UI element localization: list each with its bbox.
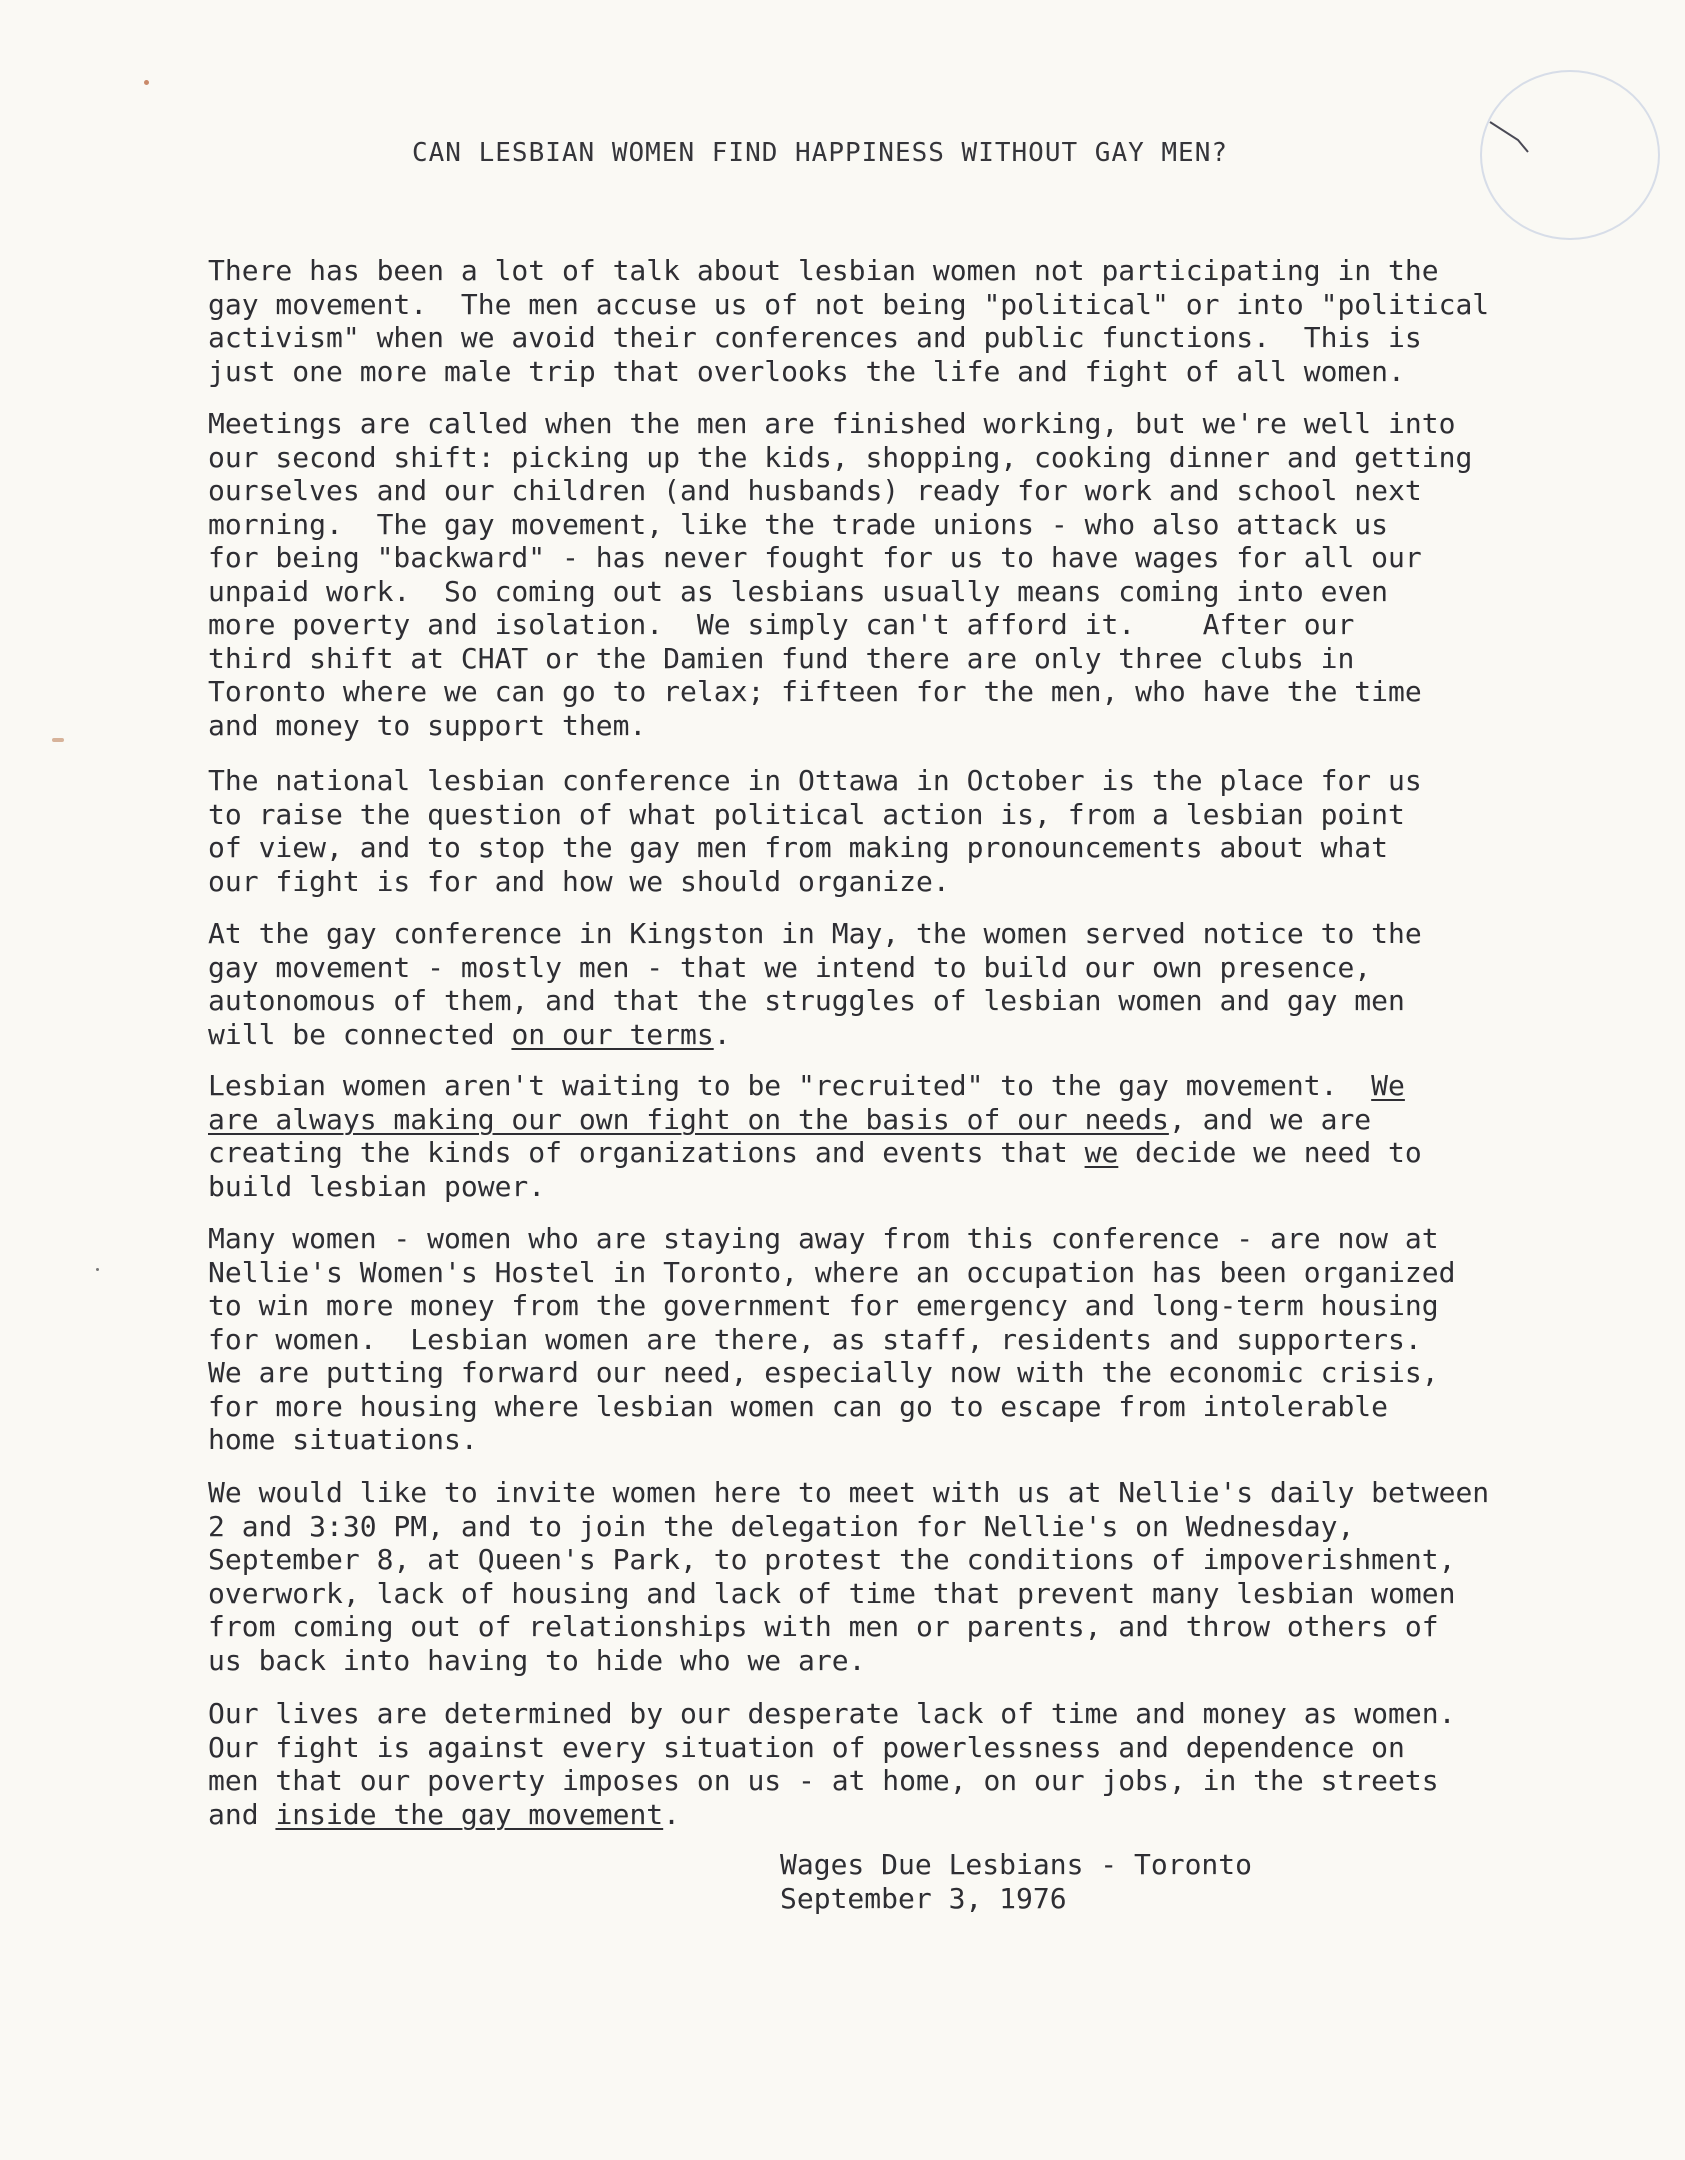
paragraph-4-text: At the gay conference in Kingston in May, the women served notice to the gay movement - mostly men - that we intend to build our own presence, autonomous of them, and that the struggles of lesbian women and gay men will be connected <box>208 917 1422 1051</box>
paragraph-8-end: . <box>663 1797 681 1831</box>
paragraph-6: Many women - women who are staying away from this conference - are now at Nellie's Women's Hostel in Toronto, where an occupation has been organized to win more money from the government for emergency and long-term housing for women. Lesbian women are there, as staff, residents and supporters. We are putting forward our need, especially now with the economic crisis, for more housing where lesbian women can go to escape from intolerable home situations. <box>208 1222 1456 1456</box>
underlined-phrase: We are always making our own fight on the basis of our needs <box>208 1069 1405 1136</box>
paragraph-4 <box>208 917 1422 1051</box>
paper-speck <box>96 1268 99 1271</box>
paragraph-5 <box>208 1069 1422 1203</box>
paragraph-2: Meetings are called when the men are finished working, but we're well into our second shift: picking up the kids, shopping, cooking dinner and getting ourselves and our children (and husbands) ready for work and school next morning. The gay movement, like the trade unions - who also attack us for being "backward" - has never fought for us to have wages for all our unpaid work. So coming out as lesbians usually means coming into even more poverty and isolation. We simply can't afford it. After our third shift at CHAT or the Damien fund there are only three clubs in Toronto where we can go to relax; fifteen for the men, who have the time and money to support them. <box>208 407 1473 742</box>
signature-name: Wages Due Lesbians - Toronto <box>780 1848 1253 1881</box>
signature-block <box>780 1848 1252 1916</box>
paragraph-3: The national lesbian conference in Ottawa in October is the place for us to raise the question of what political action is, from a lesbian point of view, and to stop the gay men from making pronouncements about what our fight is for and how we should organize. <box>208 764 1422 898</box>
paragraph-1: There has been a lot of talk about lesbian women not participating in the gay movement. The men accuse us of not being "political" or into "political activism" when we avoid their conferences and public functions. This is just one more male trip that overlooks the life and fight of all women. <box>208 254 1490 388</box>
underlined-phrase: on our terms <box>511 1017 714 1051</box>
paragraph-8 <box>208 1697 1455 1831</box>
underlined-phrase: inside the gay movement <box>275 1797 664 1831</box>
paragraph-5-text-c: decide we need to build lesbian power. <box>208 1136 1422 1203</box>
paragraph-5-text-a: Lesbian women aren't waiting to be "recruited" to the gay movement. <box>208 1069 1372 1102</box>
signature-date: September 3, 1976 <box>780 1882 1067 1915</box>
underlined-word: we <box>1084 1136 1119 1169</box>
paragraph-8-text: Our lives are determined by our desperate lack of time and money as women. Our fight is against every situation of powerlessness and dependence on men that our poverty imposes on us - at home, on our jobs, in the streets and <box>208 1697 1456 1831</box>
paper-speck <box>144 80 149 85</box>
paragraph-4-end: . <box>713 1017 731 1051</box>
paragraph-7: We would like to invite women here to meet with us at Nellie's daily between 2 and 3:30 PM, and to join the delegation for Nellie's on Wednesday, September 8, at Queen's Park, to protest the conditions of impoverishment, overwork, lack of housing and lack of time that prevent many lesbian women from coming out of relationships with men or parents, and throw others of us back into having to hide who we are. <box>208 1476 1490 1677</box>
paragraph-5-text-b: , and we are creating the kinds of organizations and events that <box>208 1102 1372 1169</box>
paper-speck <box>52 738 64 742</box>
document-title: CAN LESBIAN WOMEN FIND HAPPINESS WITHOUT GAY MEN? <box>412 138 1229 168</box>
stamp-tick-mark <box>1488 118 1548 158</box>
